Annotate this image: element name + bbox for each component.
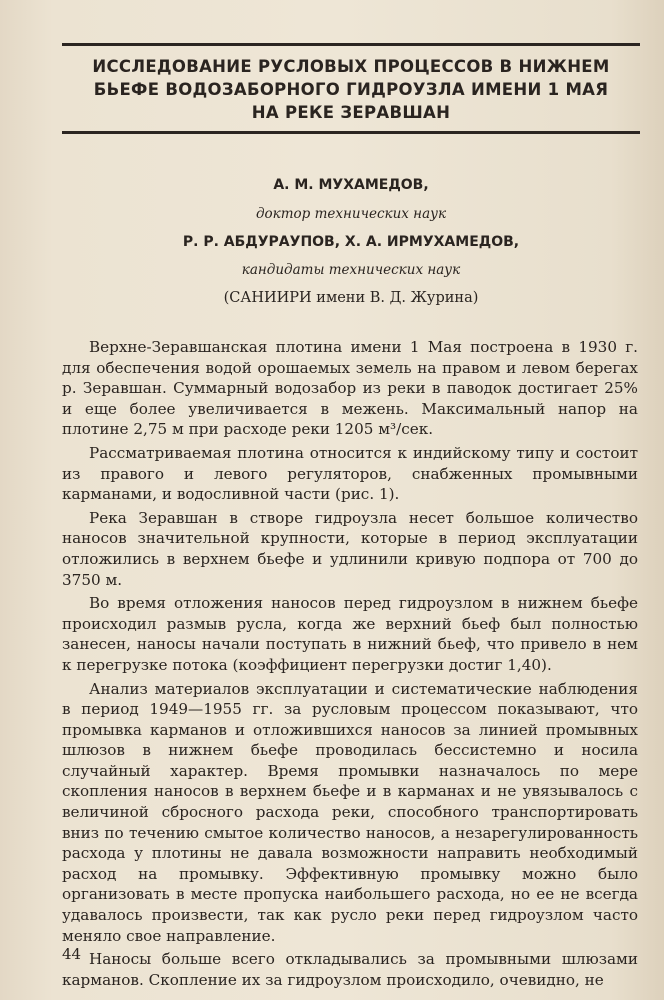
authors-2-3: Р. Р. АБДУРАУПОВ, Х. А. ИРМУХАМЕДОВ, [182,234,520,250]
paragraph-2: Рассматриваемая плотина относится к индийскому типу и состоит из правого и левого регуляторов, снабженных промывными карманами, и водосливной части (рис. 1). [62,443,638,504]
paragraph-5: Анализ материалов эксплуатации и систематические наблюдения в период 1949—1955 гг. за русловым процессом показывают, что промывка карманов и отложившихся наносов за линией промывных шлюзов в нижнем бьефе проводилась бессистемно и носила случайный характер. Время промывки назначалось по мере скопления наносов в верхнем бьефе и в карманах и не увязывалось с величиной сбросного расхода реки, способного транспортировать вниз по течению смытое количество наносов, а незарегулированность расхода у плотины не давала возможности направить необходимый расход на промывку. Эффективную промывку можно было организовать в месте пропуска наибольшего расхода, но ее не всегда удавалось произвести, так как русло реки перед гидроузлом часто меняло свое направление. [62,679,638,945]
title-line-1: ИССЛЕДОВАНИЕ РУСЛОВЫХ ПРОЦЕССОВ В НИЖНЕМ [92,57,610,76]
bottom-rule [62,131,640,134]
title-line-2: БЬЕФЕ ВОДОЗАБОРНОГО ГИДРОУЗЛА ИМЕНИ 1 МАЯ [93,80,609,99]
title-line-3: НА РЕКЕ ЗЕРАВШАН [251,103,451,122]
organization: (САНИИРИ имени В. Д. Журина) [223,290,479,306]
article-body [62,337,638,993]
paragraph-1: Верхне-Зеравшанская плотина имени 1 Мая построена в 1930 г. для обеспечения водой орошаемых земель на правом и левом берегах р. Зеравшан. Суммарный водозабор из реки в паводок достигает 25% и еще более увеличивается в межень. Максимальный напор на плотине 2,75 м при расходе реки 1205 м³/сек. [62,338,638,439]
authors-2-3-degree: кандидаты технических наук [241,262,461,278]
top-rule [62,43,640,46]
page-number: 44 [62,945,82,963]
article-title [62,55,640,124]
paragraph-3: Река Зеравшан в створе гидроузла несет большое количество наносов значительной крупности, которые в период эксплуатации отложились в верхнем бьефе и удлинили кривую подпора от 700 до 3750 м. [62,508,638,589]
paragraph-6: Наносы больше всего откладывались за промывными шлюзами карманов. Скопление их за гидроузлом происходило, очевидно, не [62,950,638,989]
author-1: А. М. МУХАМЕДОВ, [273,177,429,193]
paragraph-4: Во время отложения наносов перед гидроузлом в нижнем бьефе происходил размыв русла, когда же верхний бьеф был полностью занесен, наносы начали поступать в нижний бьеф, что привело в нем к перегрузке потока (коэффициент перегрузки достиг 1,40). [62,594,638,674]
author-1-degree: доктор технических наук [255,206,447,222]
